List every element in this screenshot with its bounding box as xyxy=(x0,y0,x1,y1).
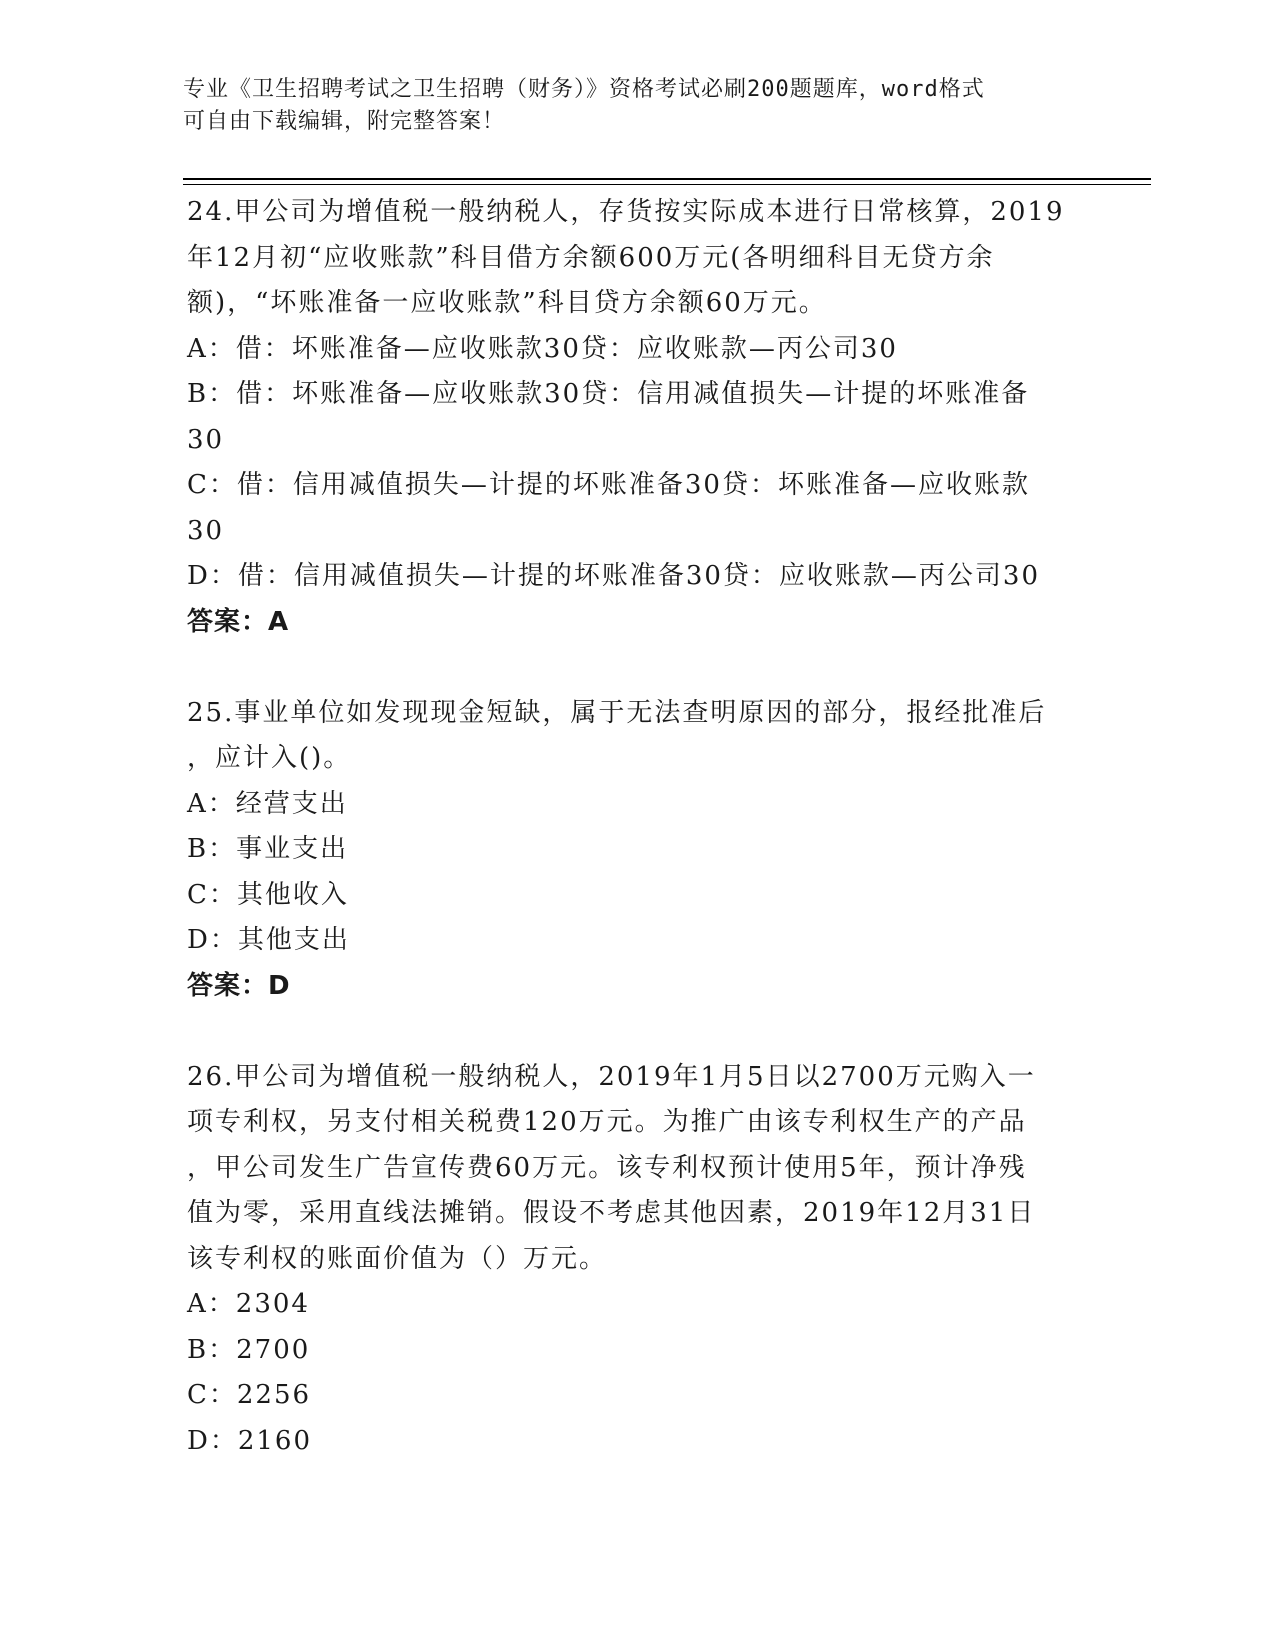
question-26-option-c: C：2256 xyxy=(187,1380,312,1410)
header-divider-thick xyxy=(183,178,1151,180)
question-26-option-b: B：2700 xyxy=(187,1334,311,1365)
question-26-option-d: D：2160 xyxy=(187,1425,313,1456)
question-24-answer: 答案：A xyxy=(187,606,290,637)
question-25-option-a: A：经营支出 xyxy=(187,788,348,819)
question-24-option-b-cont: 30 xyxy=(187,424,225,455)
question-24-option-c: C：借：信用减值损失—计提的坏账准备30贷：坏账准备—应收账款 xyxy=(187,470,1030,500)
question-list xyxy=(187,190,1087,1464)
header-line-2: 可自由下载编辑，附完整答案！ xyxy=(183,109,506,134)
question-25-option-c: C：其他收入 xyxy=(187,879,349,910)
question-block-26 xyxy=(187,1055,1087,1465)
question-26-stem-line: 26.甲公司为增值税一般纳税人，2019年1月5日以2700万元购入一 xyxy=(187,1061,1036,1092)
question-24-option-c-cont: 30 xyxy=(187,515,225,546)
question-25-answer: 答案：D xyxy=(187,970,291,1001)
question-24-stem-line: 年12月初“应收账款”科目借方余额600万元(各明细科目无贷方余 xyxy=(187,242,995,273)
header-divider-thin xyxy=(183,184,1151,185)
question-26-stem-line: 值为零，采用直线法摊销。假设不考虑其他因素，2019年12月31日 xyxy=(187,1198,1036,1228)
question-26-stem-line: 项专利权，另支付相关税费120万元。为推广由该专利权生产的产品 xyxy=(187,1107,1027,1137)
spacer xyxy=(187,1009,1087,1055)
question-24-option-a: A：借：坏账准备—应收账款30贷：应收账款—丙公司30 xyxy=(187,333,898,364)
question-24-stem-line: 额)，“坏账准备一应收账款”科目贷方余额60万元。 xyxy=(187,288,827,318)
question-25-option-d: D：其他支出 xyxy=(187,925,350,955)
header-line-1: 专业《卫生招聘考试之卫生招聘（财务）》资格考试必刷200题题库，word格式 xyxy=(183,77,985,102)
question-25-stem-line: 25.事业单位如发现现金短缺，属于无法查明原因的部分，报经批准后 xyxy=(187,697,1047,728)
question-25-stem-line: ，应计入()。 xyxy=(187,743,352,773)
question-block-25 xyxy=(187,691,1087,1010)
question-26-stem-line: 该专利权的账面价值为（）万元。 xyxy=(187,1243,608,1274)
question-24-option-b: B：借：坏账准备—应收账款30贷：信用减值损失—计提的坏账准备 xyxy=(187,379,1030,409)
question-25-option-b: B：事业支出 xyxy=(187,834,349,864)
spacer xyxy=(187,645,1087,691)
question-26-option-a: A：2304 xyxy=(187,1289,310,1319)
question-block-24 xyxy=(187,190,1087,645)
question-26-stem-line: ，甲公司发生广告宣传费60万元。该专利权预计使用5年，预计净残 xyxy=(187,1152,1027,1183)
question-24-option-d: D：借：信用减值损失—计提的坏账准备30贷：应收账款—丙公司30 xyxy=(187,561,1041,591)
document-header xyxy=(183,74,1063,138)
question-24-stem-line: 24.甲公司为增值税一般纳税人，存货按实际成本进行日常核算，2019 xyxy=(187,197,1065,227)
